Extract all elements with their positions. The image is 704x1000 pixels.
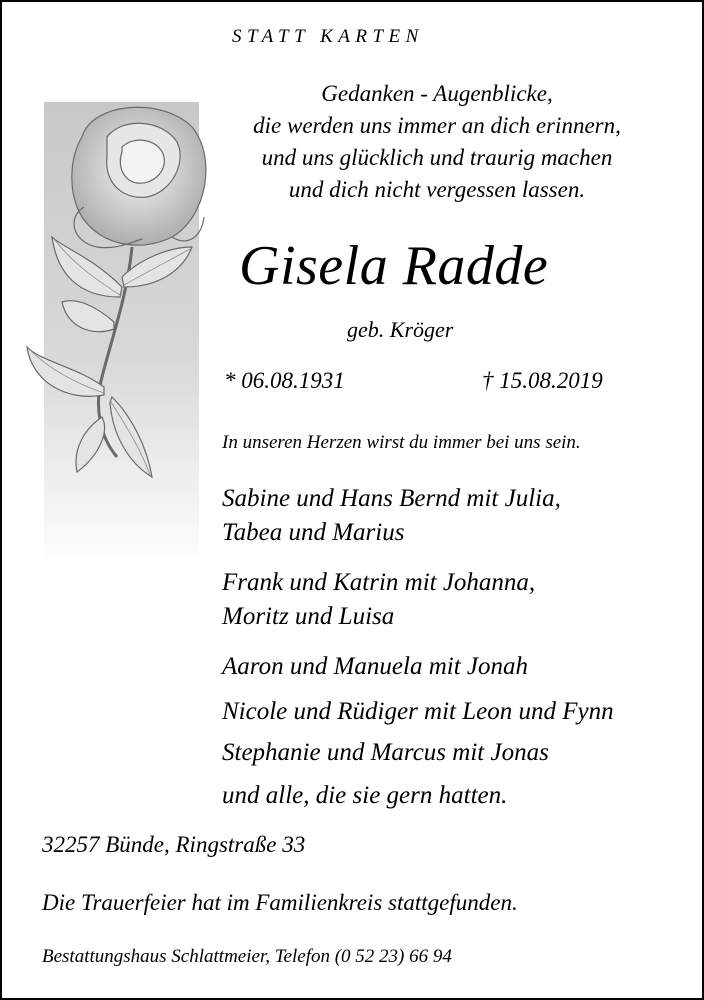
memorial-poem (202, 78, 672, 206)
poem-line: und dich nicht vergessen lassen. (288, 177, 586, 202)
deceased-name: Gisela Radde (239, 235, 549, 297)
mourner-group (222, 779, 507, 813)
mourner-group (222, 736, 549, 770)
maiden-name: geb. Kröger (347, 317, 454, 342)
mourner-line: Nicole und Rüdiger mit Leon und Fynn (222, 698, 614, 725)
mourner-line: Frank und Katrin mit Johanna, (222, 569, 536, 596)
poem-line: und uns glücklich und traurig machen (261, 145, 613, 170)
mourner-line: Aaron und Manuela mit Jonah (222, 653, 528, 680)
address: 32257 Bünde, Ringstraße 33 (42, 832, 306, 857)
mourner-line: Stephanie und Marcus mit Jonas (222, 739, 549, 766)
rose-icon (22, 97, 222, 567)
mourner-line: und alle, die sie gern hatten. (222, 782, 508, 809)
death-date: † 15.08.2019 (482, 368, 603, 393)
mourner-group (222, 695, 614, 729)
mourner-line: Moritz und Luisa (222, 603, 395, 630)
service-note: Die Trauerfeier hat im Familienkreis stattgefunden. (42, 890, 518, 915)
birth-date: * 06.08.1931 (224, 368, 345, 393)
memorial-motto: In unseren Herzen wirst du immer bei uns sein. (222, 432, 581, 453)
mourner-group (222, 566, 535, 634)
undertaker-contact: Bestattungshaus Schlattmeier, Telefon (0 52 23) 66 94 (42, 946, 452, 967)
poem-line: die werden uns immer an dich erinnern, (253, 113, 621, 138)
header-statt-karten: STATT KARTEN (232, 26, 424, 47)
mourner-line: Sabine und Hans Bernd mit Julia, (222, 485, 561, 512)
mourner-group (222, 650, 528, 684)
mourner-group (222, 482, 561, 550)
poem-line: Gedanken - Augenblicke, (321, 81, 553, 106)
mourner-line: Tabea und Marius (222, 519, 405, 546)
